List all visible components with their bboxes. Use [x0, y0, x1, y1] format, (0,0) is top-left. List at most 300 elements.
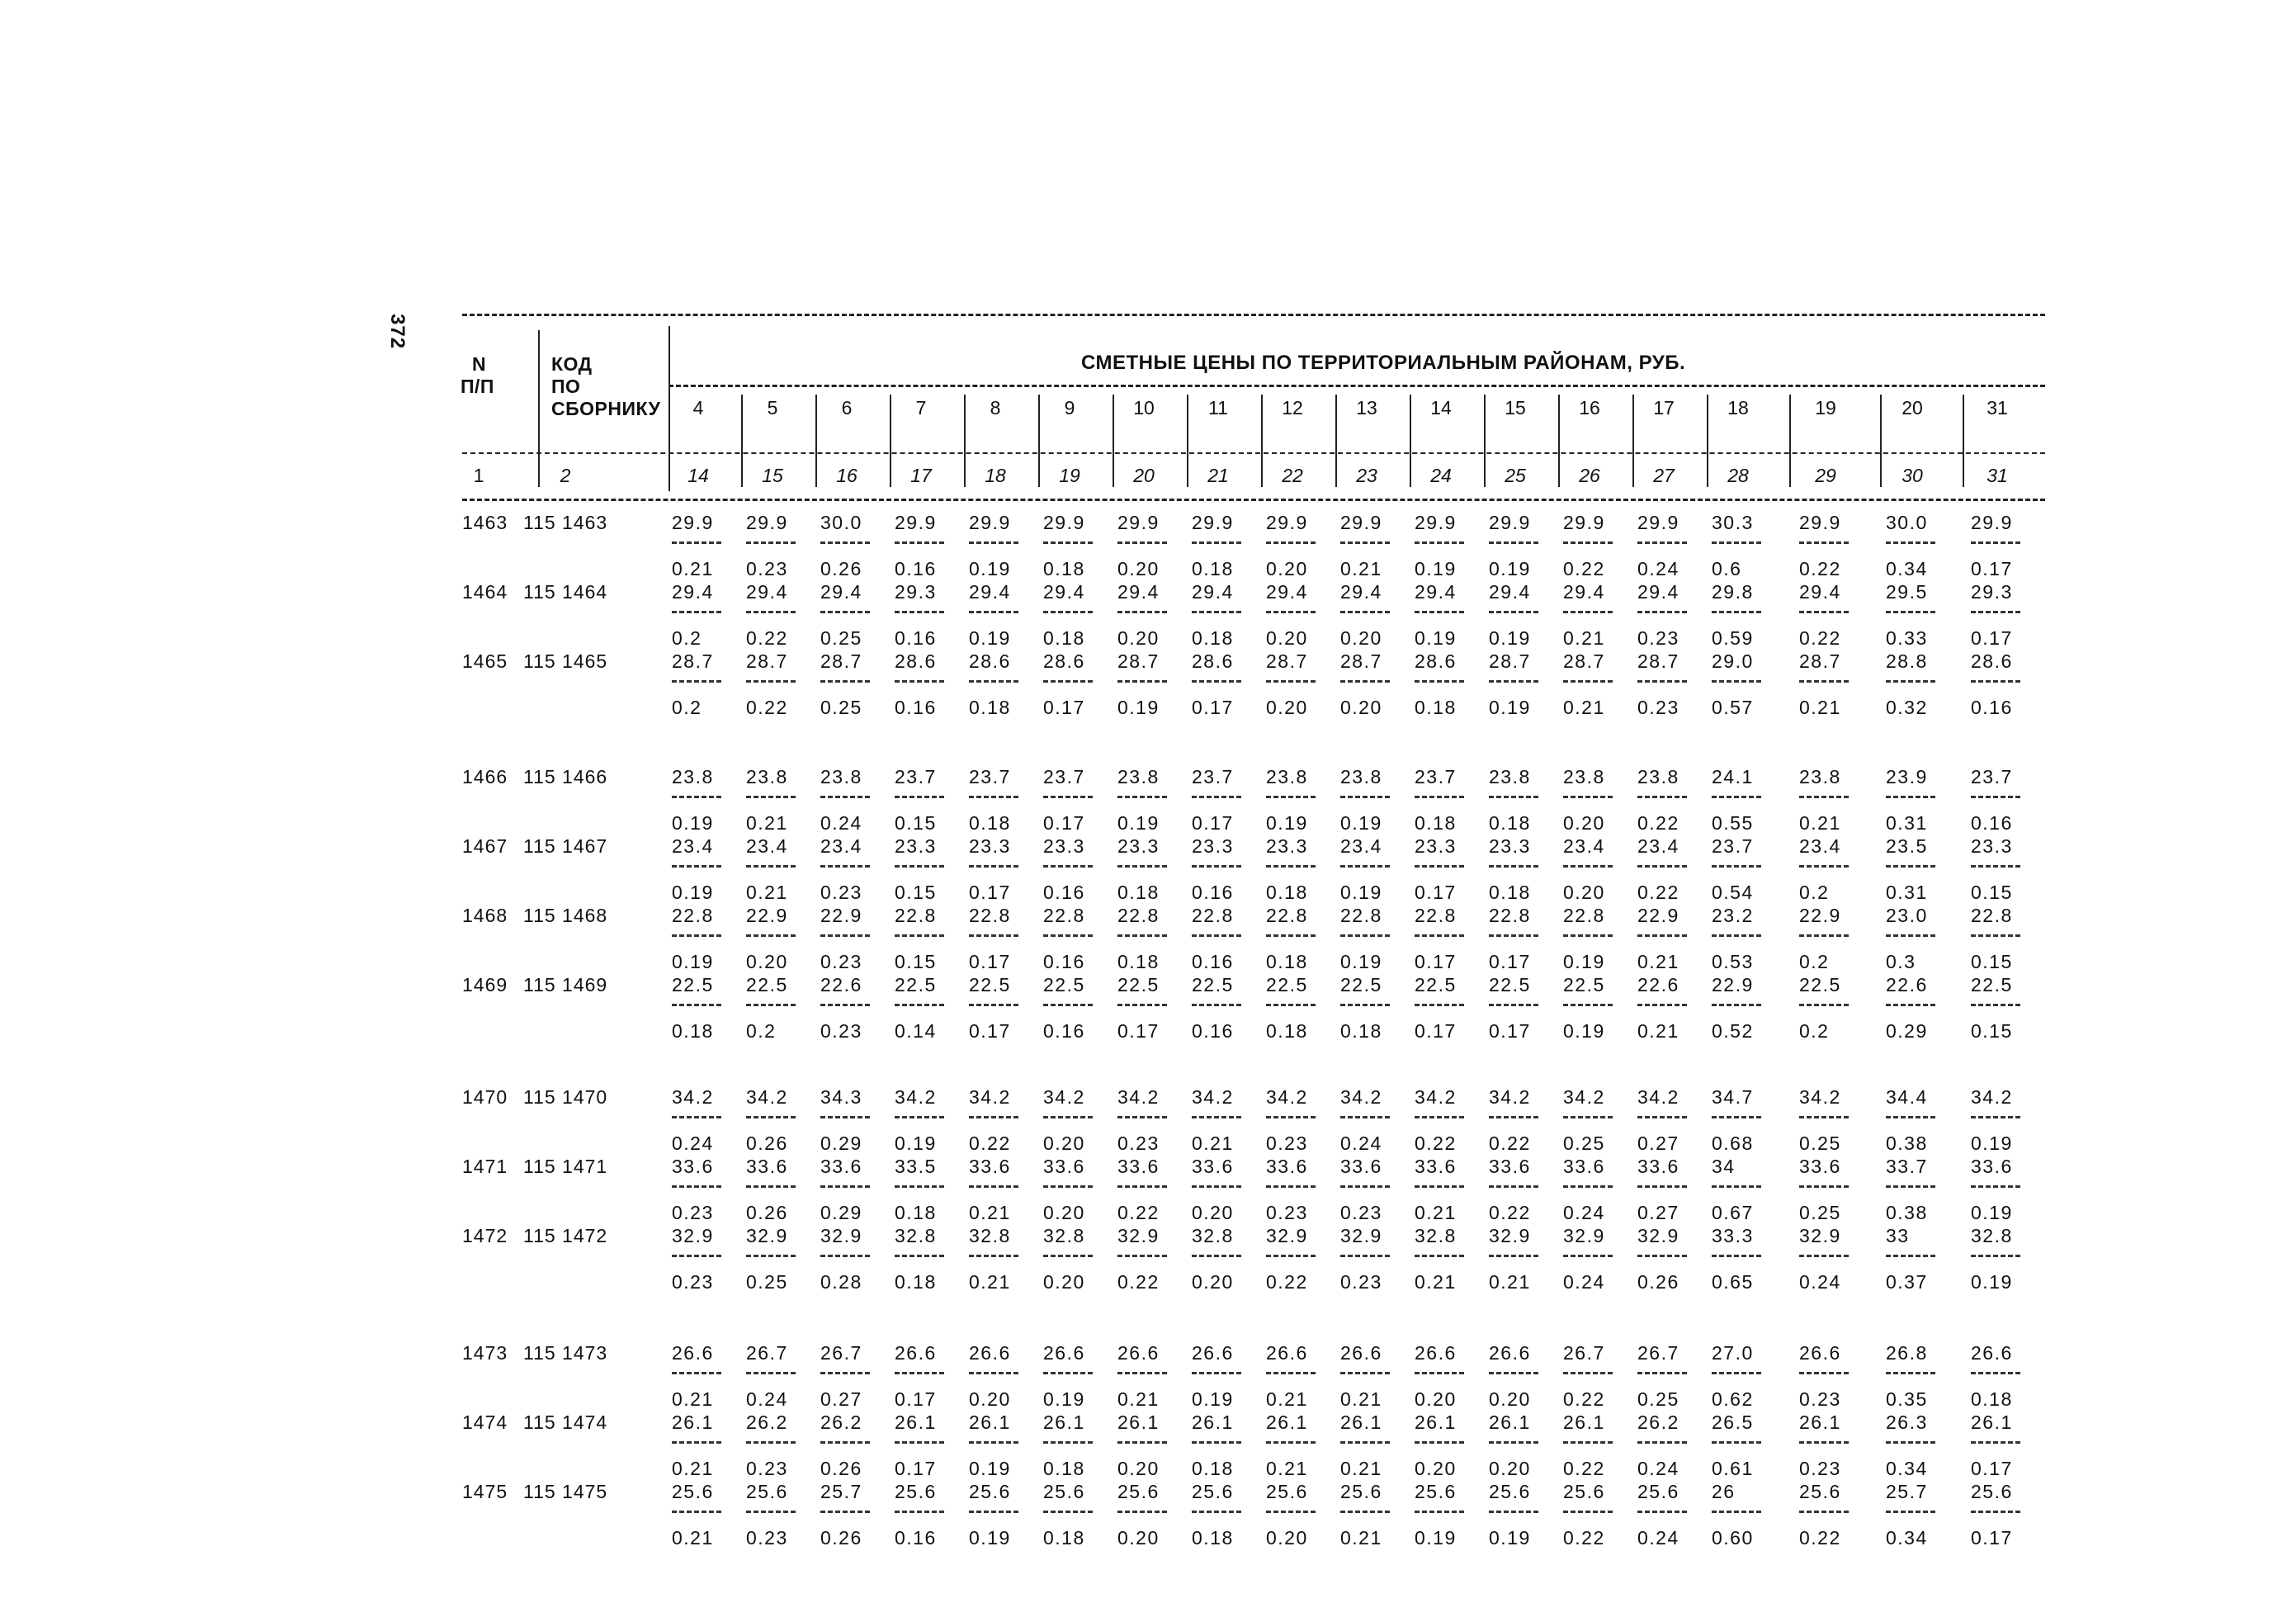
- price-value: 24.1: [1712, 766, 1754, 787]
- price-value: 27.0: [1712, 1342, 1754, 1364]
- row-number: 1475: [462, 1481, 508, 1502]
- price-value: 22.8: [1266, 905, 1308, 926]
- price-value: 26.2: [820, 1411, 862, 1433]
- fraction-bar: [1712, 1116, 1761, 1118]
- price-value: 28.7: [746, 650, 788, 672]
- fraction-bar: [1192, 611, 1241, 613]
- price-value: 23.8: [1563, 766, 1605, 787]
- price-value: 33: [1886, 1225, 1910, 1246]
- price-value-lower: 0.22: [746, 627, 788, 649]
- price-value: 26.7: [746, 1342, 788, 1364]
- fraction-bar: [1192, 796, 1241, 798]
- price-value-lower: 0.18: [1043, 627, 1085, 649]
- price-value-lower: 0.29: [820, 1133, 862, 1154]
- price-value-lower: 0.19: [1415, 558, 1457, 579]
- price-value-lower: 0.15: [1971, 882, 2013, 903]
- price-value-lower: 0.24: [1799, 1271, 1841, 1293]
- fraction-bar: [1886, 934, 1935, 937]
- price-value-lower: 0.18: [1971, 1388, 2013, 1410]
- price-value-lower: 0.17: [969, 1020, 1011, 1042]
- price-value: 29.9: [1415, 512, 1457, 533]
- price-value-lower: 0.20: [746, 951, 788, 972]
- fraction-bar: [1489, 1441, 1538, 1444]
- row-number: 1473: [462, 1342, 508, 1364]
- price-value: 28.7: [1266, 650, 1308, 672]
- fraction-bar: [1415, 1255, 1464, 1257]
- fraction-bar: [1043, 541, 1093, 544]
- fraction-bar: [1886, 1004, 1935, 1006]
- price-value: 32.9: [1799, 1225, 1841, 1246]
- fraction-bar: [746, 1441, 796, 1444]
- price-value-lower: 0.19: [672, 951, 714, 972]
- price-value: 22.6: [820, 974, 862, 995]
- price-value-lower: 0.17: [895, 1388, 937, 1410]
- price-value: 22.5: [1415, 974, 1457, 995]
- price-value: 29.9: [895, 512, 937, 533]
- fraction-bar: [1971, 934, 2020, 937]
- price-value-lower: 0.17: [969, 951, 1011, 972]
- price-value-lower: 0.21: [746, 812, 788, 834]
- fraction-bar: [969, 1372, 1018, 1374]
- price-value-lower: 0.20: [1266, 697, 1308, 718]
- fraction-bar: [746, 1372, 796, 1374]
- price-value-lower: 0.21: [1415, 1202, 1457, 1223]
- fraction-bar: [1971, 1372, 2020, 1374]
- price-value: 32.9: [672, 1225, 714, 1246]
- row-number: 1466: [462, 766, 508, 787]
- price-value-lower: 0.19: [1489, 697, 1531, 718]
- column-divider: [1963, 395, 1964, 487]
- fraction-bar: [895, 1441, 944, 1444]
- price-value-lower: 0.26: [820, 558, 862, 579]
- price-value-lower: 0.22: [1117, 1202, 1160, 1223]
- price-value: 34.2: [1971, 1086, 2013, 1108]
- price-value-lower: 0.22: [1637, 812, 1679, 834]
- price-value-lower: 0.60: [1712, 1527, 1754, 1549]
- fraction-bar: [1637, 865, 1687, 868]
- price-value-lower: 0.21: [1340, 1527, 1382, 1549]
- price-value: 25.6: [1637, 1481, 1679, 1502]
- price-value: 26.6: [1117, 1342, 1160, 1364]
- price-value-lower: 0.20: [1563, 812, 1605, 834]
- price-value: 23.8: [820, 766, 862, 787]
- price-value-lower: 0.27: [1637, 1133, 1679, 1154]
- fraction-bar: [746, 1511, 796, 1513]
- page-number: 372: [386, 314, 409, 350]
- fraction-bar: [1489, 1511, 1538, 1513]
- price-value-lower: 0.20: [1043, 1271, 1085, 1293]
- fraction-bar: [820, 934, 870, 937]
- price-value: 30.0: [820, 512, 862, 533]
- price-value: 23.3: [895, 835, 937, 857]
- row-number: 1464: [462, 581, 508, 603]
- price-value-lower: 0.16: [1192, 1020, 1234, 1042]
- fraction-bar: [1489, 1004, 1538, 1006]
- price-value-lower: 0.23: [672, 1271, 714, 1293]
- price-value-lower: 0.18: [895, 1202, 937, 1223]
- price-value-lower: 0.18: [1117, 882, 1160, 903]
- column-divider: [1113, 395, 1114, 487]
- price-value: 26.6: [1799, 1342, 1841, 1364]
- fraction-bar: [1266, 680, 1316, 683]
- fraction-bar: [1340, 680, 1390, 683]
- row-code: 115 1465: [523, 650, 608, 672]
- row-code: 115 1463: [523, 512, 608, 533]
- price-value: 23.7: [1415, 766, 1457, 787]
- price-value: 22.5: [672, 974, 714, 995]
- index-number: 21: [1207, 465, 1229, 486]
- price-value: 29.4: [746, 581, 788, 603]
- fraction-bar: [746, 865, 796, 868]
- price-value: 28.6: [1192, 650, 1234, 672]
- price-value: 26.2: [1637, 1411, 1679, 1433]
- price-value-lower: 0.20: [1117, 627, 1160, 649]
- price-value-lower: 0.22: [1117, 1271, 1160, 1293]
- fraction-bar: [1266, 1372, 1316, 1374]
- fraction-bar: [1340, 796, 1390, 798]
- price-value: 29.4: [969, 581, 1011, 603]
- price-value: 28.6: [1415, 650, 1457, 672]
- price-value: 30.3: [1712, 512, 1754, 533]
- index-number: 16: [836, 465, 857, 486]
- price-value-lower: 0.2: [1799, 1020, 1830, 1042]
- price-value: 32.8: [895, 1225, 937, 1246]
- fraction-bar: [1192, 1185, 1241, 1188]
- price-value: 25.6: [1192, 1481, 1234, 1502]
- price-value: 26.8: [1886, 1342, 1928, 1364]
- price-value-lower: 0.19: [1340, 812, 1382, 834]
- fraction-bar: [1415, 611, 1464, 613]
- fraction-bar: [672, 1511, 721, 1513]
- price-value: 28.6: [969, 650, 1011, 672]
- price-value-lower: 0.23: [746, 1527, 788, 1549]
- price-value: 29.4: [1489, 581, 1531, 603]
- fraction-bar: [746, 1116, 796, 1118]
- fraction-bar: [895, 865, 944, 868]
- price-value: 22.8: [1117, 905, 1160, 926]
- price-value: 22.5: [1340, 974, 1382, 995]
- fraction-bar: [1637, 1372, 1687, 1374]
- fraction-bar: [1192, 1511, 1241, 1513]
- fraction-bar: [1886, 1116, 1935, 1118]
- price-value-lower: 0.22: [1415, 1133, 1457, 1154]
- price-value: 34.3: [820, 1086, 862, 1108]
- price-value-lower: 0.19: [1117, 812, 1160, 834]
- price-value-lower: 0.15: [1971, 1020, 2013, 1042]
- price-value: 25.6: [1799, 1481, 1841, 1502]
- fraction-bar: [1043, 934, 1093, 937]
- fraction-bar: [969, 1116, 1018, 1118]
- price-value-lower: 0.2: [672, 697, 702, 718]
- price-value-lower: 0.32: [1886, 697, 1928, 718]
- price-value: 23.3: [1043, 835, 1085, 857]
- fraction-bar: [1489, 934, 1538, 937]
- price-value: 22.6: [1637, 974, 1679, 995]
- price-value: 25.6: [1266, 1481, 1308, 1502]
- price-value: 34.2: [1489, 1086, 1531, 1108]
- fraction-bar: [1192, 865, 1241, 868]
- price-value-lower: 0.20: [1489, 1458, 1531, 1479]
- price-value-lower: 0.18: [1192, 1527, 1234, 1549]
- fraction-bar: [746, 1185, 796, 1188]
- price-value: 23.7: [1043, 766, 1085, 787]
- price-value-lower: 0.17: [895, 1458, 937, 1479]
- fraction-bar: [1192, 934, 1241, 937]
- fraction-bar: [1415, 1511, 1464, 1513]
- fraction-bar: [672, 680, 721, 683]
- fraction-bar: [672, 1004, 721, 1006]
- price-value: 29.9: [672, 512, 714, 533]
- fraction-bar: [1563, 865, 1613, 868]
- fraction-bar: [895, 680, 944, 683]
- price-value-lower: 0.22: [746, 697, 788, 718]
- price-value: 33.6: [672, 1156, 714, 1177]
- price-value-lower: 0.21: [969, 1202, 1011, 1223]
- price-value-lower: 0.24: [1563, 1271, 1605, 1293]
- price-value-lower: 0.18: [969, 812, 1011, 834]
- index-number: 24: [1430, 465, 1452, 486]
- fraction-bar: [1799, 1441, 1849, 1444]
- fraction-bar: [1799, 934, 1849, 937]
- fraction-bar: [895, 1004, 944, 1006]
- price-value-lower: 0.15: [895, 951, 937, 972]
- price-value-lower: 0.17: [1043, 697, 1085, 718]
- price-value-lower: 0.24: [1637, 1527, 1679, 1549]
- price-value-lower: 0.18: [895, 1271, 937, 1293]
- region-number: 12: [1282, 397, 1303, 418]
- fraction-bar: [746, 934, 796, 937]
- fraction-bar: [1563, 680, 1613, 683]
- price-value-lower: 0.17: [1971, 1458, 2013, 1479]
- price-value-lower: 0.18: [969, 697, 1011, 718]
- price-value-lower: 0.15: [895, 812, 937, 834]
- fraction-bar: [1415, 1372, 1464, 1374]
- price-value-lower: 0.16: [1043, 1020, 1085, 1042]
- price-value: 25.6: [1489, 1481, 1531, 1502]
- price-value-lower: 0.21: [1489, 1271, 1531, 1293]
- price-value: 23.8: [1340, 766, 1382, 787]
- price-value-lower: 0.26: [746, 1133, 788, 1154]
- region-number: 11: [1208, 397, 1228, 418]
- price-value: 25.6: [969, 1481, 1011, 1502]
- price-value-lower: 0.19: [1563, 1020, 1605, 1042]
- index-number: 14: [687, 465, 709, 486]
- price-value-lower: 0.21: [1563, 627, 1605, 649]
- price-value-lower: 0.21: [1266, 1388, 1308, 1410]
- price-value: 29.5: [1886, 581, 1928, 603]
- index-number: 2: [560, 465, 571, 486]
- region-number: 19: [1815, 397, 1836, 418]
- price-value-lower: 0.2: [746, 1020, 777, 1042]
- fraction-bar: [1637, 934, 1687, 937]
- price-value: 34: [1712, 1156, 1736, 1177]
- fraction-bar: [1799, 796, 1849, 798]
- price-value: 29.4: [1799, 581, 1841, 603]
- price-value-lower: 0.19: [969, 1527, 1011, 1549]
- price-value-lower: 0.34: [1886, 558, 1928, 579]
- price-value: 29.8: [1712, 581, 1754, 603]
- price-value-lower: 0.25: [820, 627, 862, 649]
- fraction-bar: [1712, 611, 1761, 613]
- fraction-bar: [1340, 541, 1390, 544]
- fraction-bar: [969, 1185, 1018, 1188]
- price-value: 23.4: [1799, 835, 1841, 857]
- price-value-lower: 0.17: [1415, 1020, 1457, 1042]
- price-value: 29.4: [1563, 581, 1605, 603]
- fraction-bar: [1415, 680, 1464, 683]
- fraction-bar: [1117, 541, 1167, 544]
- fraction-bar: [746, 680, 796, 683]
- column-divider: [890, 395, 891, 487]
- fraction-bar: [746, 1255, 796, 1257]
- index-number: 25: [1505, 465, 1526, 486]
- price-value: 23.8: [672, 766, 714, 787]
- fraction-bar: [1637, 611, 1687, 613]
- price-value: 26.1: [1117, 1411, 1160, 1433]
- price-value: 29.9: [1192, 512, 1234, 533]
- fraction-bar: [1886, 1185, 1935, 1188]
- price-value: 34.2: [895, 1086, 937, 1108]
- fraction-bar: [1117, 1441, 1167, 1444]
- price-value: 25.6: [1563, 1481, 1605, 1502]
- price-value: 28.7: [1637, 650, 1679, 672]
- price-value-lower: 0.19: [1971, 1271, 2013, 1293]
- fraction-bar: [672, 1372, 721, 1374]
- fraction-bar: [672, 1255, 721, 1257]
- index-number: 18: [985, 465, 1006, 486]
- fraction-bar: [1266, 1116, 1316, 1118]
- price-value: 23.3: [1415, 835, 1457, 857]
- price-value-lower: 0.21: [746, 882, 788, 903]
- price-value-lower: 0.19: [1192, 1388, 1234, 1410]
- region-number: 9: [1064, 397, 1075, 418]
- price-value: 34.2: [672, 1086, 714, 1108]
- price-value: 32.9: [1637, 1225, 1679, 1246]
- price-value: 29.9: [1637, 512, 1679, 533]
- price-value-lower: 0.20: [1043, 1202, 1085, 1223]
- region-number: 13: [1356, 397, 1377, 418]
- fraction-bar: [1712, 796, 1761, 798]
- price-value: 29.4: [1637, 581, 1679, 603]
- price-value-lower: 0.21: [1340, 1388, 1382, 1410]
- fraction-bar: [1043, 1185, 1093, 1188]
- price-value-lower: 0.22: [1563, 1458, 1605, 1479]
- price-value-lower: 0.24: [672, 1133, 714, 1154]
- price-value: 34.2: [1415, 1086, 1457, 1108]
- price-value: 29.0: [1712, 650, 1754, 672]
- fraction-bar: [820, 611, 870, 613]
- price-value-lower: 0.20: [1415, 1458, 1457, 1479]
- price-value-lower: 0.52: [1712, 1020, 1754, 1042]
- fraction-bar: [1489, 1255, 1538, 1257]
- price-value-lower: 0.23: [820, 951, 862, 972]
- price-value-lower: 0.34: [1886, 1527, 1928, 1549]
- fraction-bar: [1192, 1255, 1241, 1257]
- fraction-bar: [1117, 680, 1167, 683]
- fraction-bar: [1117, 1185, 1167, 1188]
- fraction-bar: [820, 865, 870, 868]
- price-value-lower: 0.54: [1712, 882, 1754, 903]
- price-value-lower: 0.17: [1192, 812, 1234, 834]
- price-value-lower: 0.19: [1340, 951, 1382, 972]
- fraction-bar: [746, 611, 796, 613]
- price-value-lower: 0.23: [1637, 627, 1679, 649]
- row-code: 115 1464: [523, 581, 608, 603]
- fraction-bar: [746, 796, 796, 798]
- price-value: 33.7: [1886, 1156, 1928, 1177]
- price-value: 22.8: [1340, 905, 1382, 926]
- price-value: 32.8: [1043, 1225, 1085, 1246]
- column-divider: [538, 330, 540, 487]
- row-code: 115 1470: [523, 1086, 608, 1108]
- column-divider: [741, 395, 743, 487]
- fraction-bar: [1340, 1255, 1390, 1257]
- fraction-bar: [1340, 1185, 1390, 1188]
- price-value: 32.8: [969, 1225, 1011, 1246]
- header-rule: [668, 385, 2045, 387]
- fraction-bar: [1117, 796, 1167, 798]
- price-value-lower: 0.20: [1117, 558, 1160, 579]
- fraction-bar: [672, 1441, 721, 1444]
- price-value: 22.5: [1563, 974, 1605, 995]
- fraction-bar: [820, 1185, 870, 1188]
- fraction-bar: [969, 1004, 1018, 1006]
- price-value: 26.6: [1415, 1342, 1457, 1364]
- price-value-lower: 0.24: [1563, 1202, 1605, 1223]
- price-value: 28.6: [1043, 650, 1085, 672]
- price-value: 33.6: [820, 1156, 862, 1177]
- fraction-bar: [969, 541, 1018, 544]
- price-value: 23.4: [1637, 835, 1679, 857]
- region-number: 6: [841, 397, 853, 418]
- price-value-lower: 0.38: [1886, 1133, 1928, 1154]
- price-value: 33.6: [1799, 1156, 1841, 1177]
- price-value: 33.6: [1637, 1156, 1679, 1177]
- price-value: 33.6: [1266, 1156, 1308, 1177]
- price-value-lower: 0.23: [1266, 1202, 1308, 1223]
- fraction-bar: [1886, 865, 1935, 868]
- price-value-lower: 0.65: [1712, 1271, 1754, 1293]
- fraction-bar: [1266, 1441, 1316, 1444]
- fraction-bar: [1043, 1511, 1093, 1513]
- price-value: 22.5: [1043, 974, 1085, 995]
- price-value: 23.8: [746, 766, 788, 787]
- fraction-bar: [1799, 1004, 1849, 1006]
- price-value-lower: 0.27: [820, 1388, 862, 1410]
- price-value: 26.3: [1886, 1411, 1928, 1433]
- price-value: 29.4: [1266, 581, 1308, 603]
- price-value: 28.7: [1799, 650, 1841, 672]
- fraction-bar: [1266, 796, 1316, 798]
- fraction-bar: [1886, 680, 1935, 683]
- price-value-lower: 0.23: [1266, 1133, 1308, 1154]
- price-value: 26.6: [1340, 1342, 1382, 1364]
- price-value-lower: 0.22: [969, 1133, 1011, 1154]
- table-title: СМЕТНЫЕ ЦЕНЫ ПО ТЕРРИТОРИАЛЬНЫМ РАЙОНАМ, РУБ.: [1081, 352, 1686, 374]
- price-value-lower: 0.25: [1799, 1202, 1841, 1223]
- price-value: 34.2: [1117, 1086, 1160, 1108]
- price-value: 23.8: [1637, 766, 1679, 787]
- price-value: 26.1: [969, 1411, 1011, 1433]
- price-value: 28.7: [1563, 650, 1605, 672]
- price-value-lower: 0.21: [1266, 1458, 1308, 1479]
- fraction-bar: [1415, 934, 1464, 937]
- row-number: 1468: [462, 905, 508, 926]
- region-number: 10: [1133, 397, 1155, 418]
- price-value-lower: 0.26: [820, 1527, 862, 1549]
- fraction-bar: [1637, 1511, 1687, 1513]
- header-col2-line3: СБОРНИКУ: [551, 398, 661, 419]
